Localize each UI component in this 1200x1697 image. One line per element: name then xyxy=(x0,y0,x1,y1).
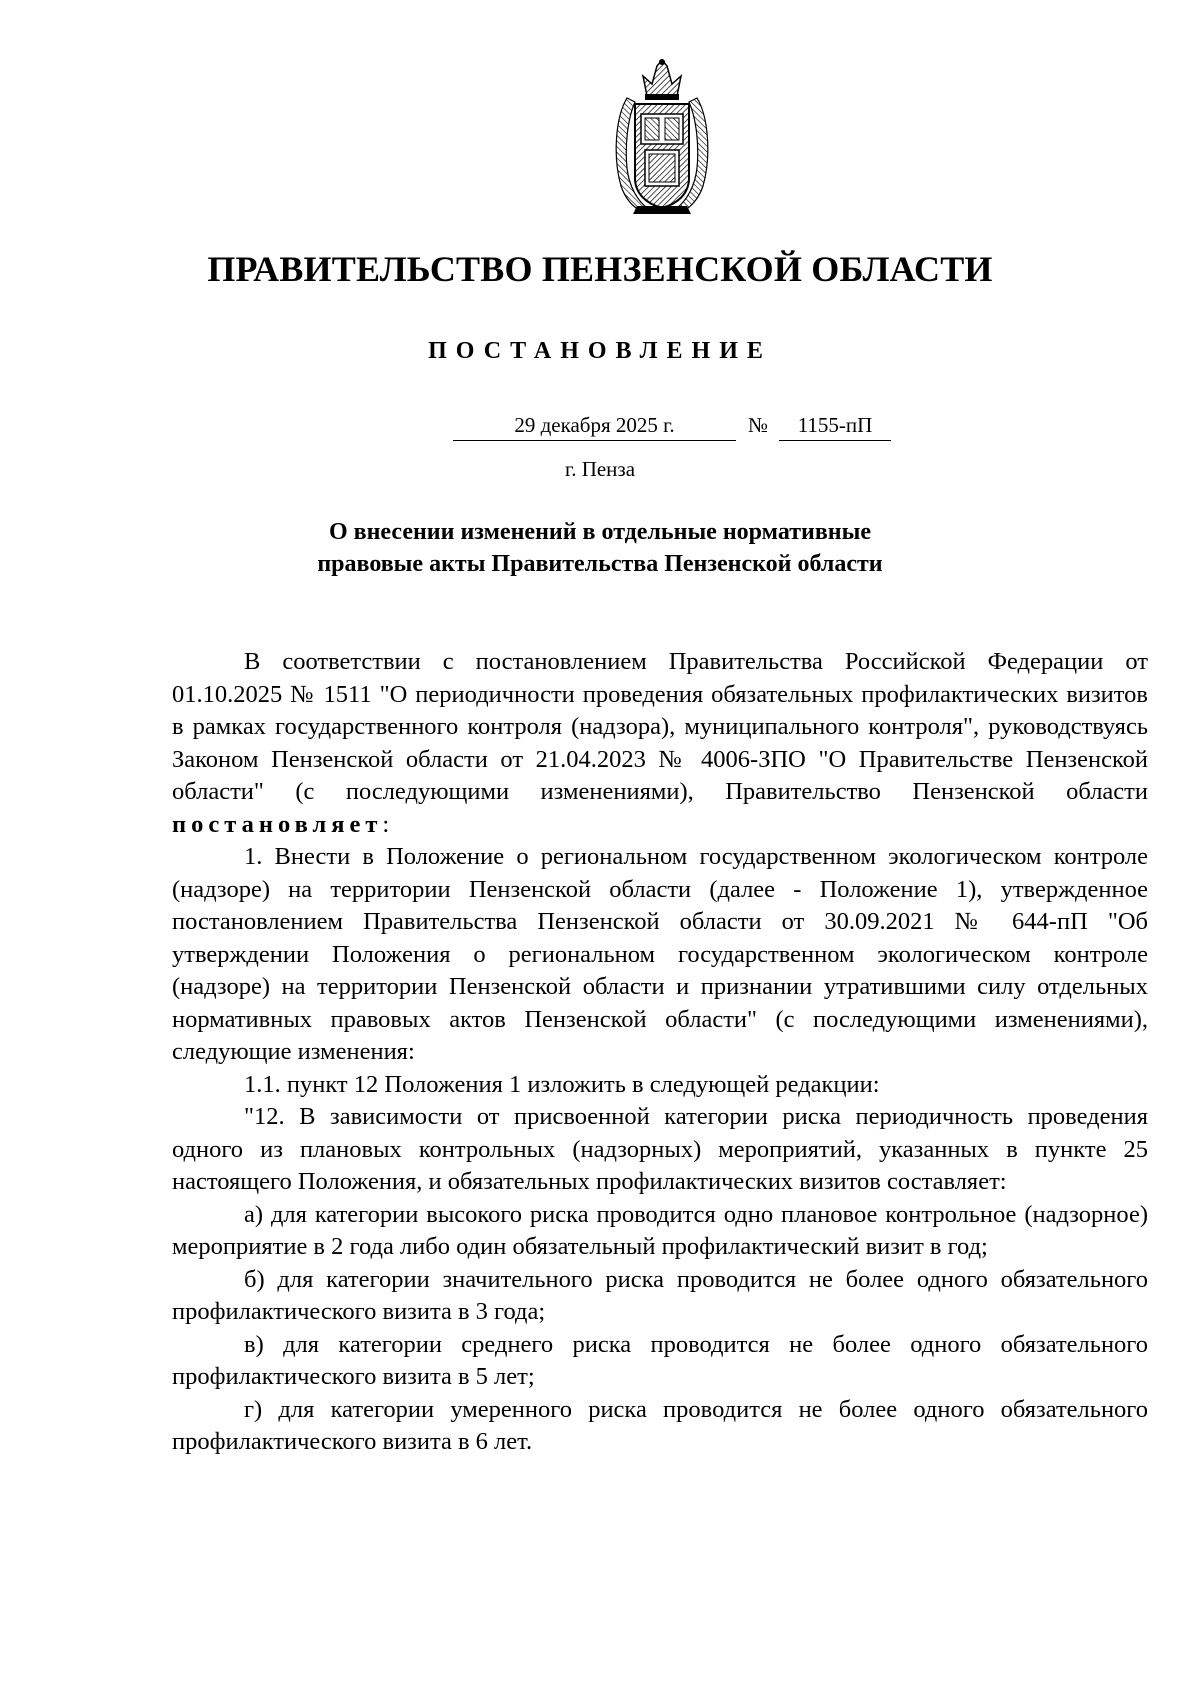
subject-line-2: правовые акты Правительства Пензенской области xyxy=(317,551,883,577)
intro-paragraph xyxy=(172,646,1148,841)
item-12: "12. В зависимости от присвоенной категории риска периодичность проведения одного из плановых контрольных (надзорных) мероприятий, указанных в пункте 25 настоящего Положения, и обязательных профилактических визитов составляет: xyxy=(172,1103,1148,1195)
document-subject xyxy=(0,516,1200,580)
document-date: 29 декабря 2025 г. xyxy=(453,413,736,441)
item-1-1: 1.1. пункт 12 Положения 1 изложить в следующей редакции: xyxy=(244,1070,880,1098)
item-a: а) для категории высокого риска проводится одно плановое контрольное (надзорное) мероприятие в 2 года либо один обязательный профилактический визит в год; xyxy=(172,1200,1148,1260)
item-v: в) для категории среднего риска проводится не более одного обязательного профилактического визита в 5 лет; xyxy=(172,1330,1148,1390)
number-sign: № xyxy=(747,413,769,437)
date-number-line xyxy=(453,413,903,443)
coat-of-arms-icon xyxy=(607,58,717,216)
government-title: ПРАВИТЕЛЬСТВО ПЕНЗЕНСКОЙ ОБЛАСТИ xyxy=(207,249,993,289)
city: г. Пенза xyxy=(564,457,636,481)
item-g: г) для категории умеренного риска проводится не более одного обязательного профилактического визита в 6 лет. xyxy=(172,1395,1148,1455)
item-b: б) для категории значительного риска проводится не более одного обязательного профилактического визита в 3 года; xyxy=(172,1265,1148,1325)
document-type: ПОСТАНОВЛЕНИЕ xyxy=(428,338,772,364)
item-1: 1. Внести в Положение о региональном государственном экологическом контроле (надзоре) на территории Пензенской области (далее - Положение 1), утвержденное постановлением Правительства Пензенской области от 30.09.2021 № 644-пП "Об утверждении Положения о региональном государственном экологическом контроле (надзоре) на территории Пензенской области и признании утратившими силу отдельных нормативных правовых актов Пензенской области" (с последующими изменениями), следующие изменения: xyxy=(172,843,1148,1065)
document-number: 1155-пП xyxy=(779,413,891,441)
subject-line-1: О внесении изменений в отдельные нормативные xyxy=(328,519,872,545)
document-body xyxy=(172,646,1148,1459)
resolves-word: постановляет xyxy=(172,810,383,838)
intro-text: В соответствии с постановлением Правительства Российской Федерации от 01.10.2025 № 1511 "О периодичности проведения обязательных профилактических визитов в рамках государственного контроля (надзора), муниципального контроля", руководствуясь Законом Пензенской области от 21.04.2023 № 4006-ЗПО "О Правительстве Пензенской области" (с последующими изменениями), Правительство Пензенской области xyxy=(172,648,1148,805)
resolves-colon: : xyxy=(382,810,390,838)
